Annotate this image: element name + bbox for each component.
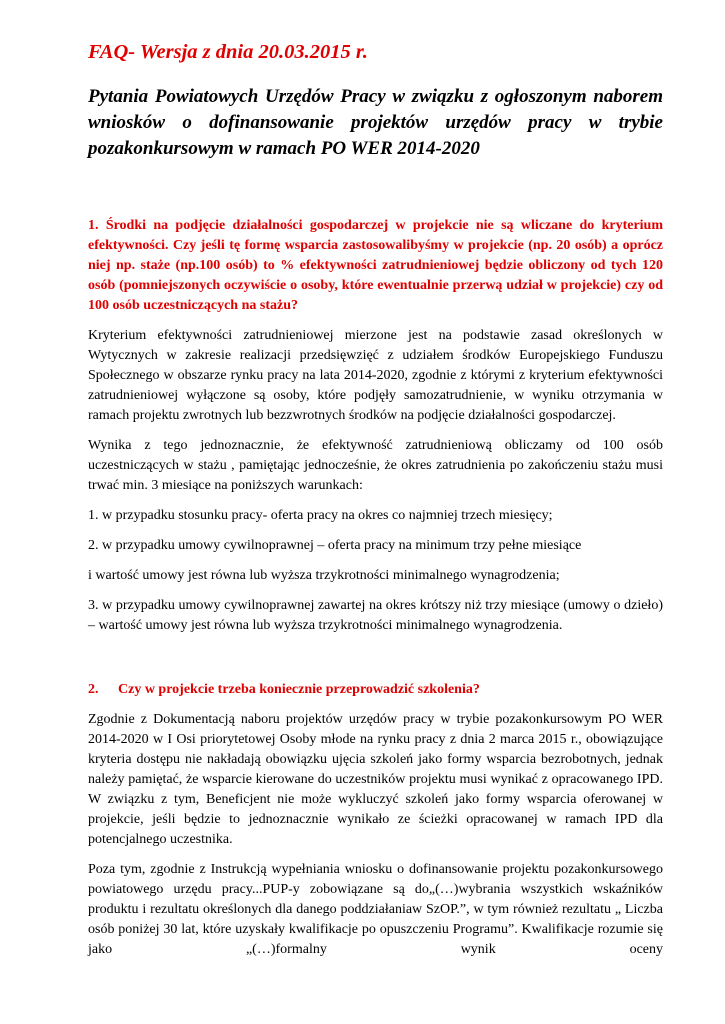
question-1-section — [88, 216, 663, 636]
answer-2-paragraph: Zgodnie z Dokumentacją naboru projektów urzędów pracy w trybie pozakonkursowym PO WER 2014-2020 w I Osi priorytetowej Osoby młode na rynku pracy z dnia 2 marca 2015 r., obowiązujące kryteria dostępu nie nakładają obowiązku ujęcia szkoleń jako formy wsparcia bezrobotnych, jednak należy pamiętać, że wsparcie kierowane do uczestników projektu musi wynikać z opracowanego IPD. W związku z tym, Beneficjent nie może wykluczyć szkoleń jako formy wsparcia oferowanej w projekcie, jeśli będzie to jednoznacznie wynikało ze ścieżki opracowanej w ramach IPD dla potencjalnego uczestnika. — [88, 712, 663, 847]
answer-1-condition: i wartość umowy jest równa lub wyższa trzykrotności minimalnego wynagrodzenia; — [88, 568, 560, 583]
question-2-text: Czy w projekcie trzeba koniecznie przeprowadzić szkolenia? — [118, 682, 480, 697]
question-1-text: Środki na podjęcie działalności gospodarczej w projekcie nie są wliczane do kryterium efektywności. Czy jeśli tę formę wsparcia zastosowalibyśmy w projekcie (np. 20 osób) a oprócz niej np. staże (np.100 osób) to % efektywności zatrudnieniowej będzie obliczony od tych 120 osób (pomniejszonych oczywiście o osoby, które ewentualnie przerwą udział w projekcie) czy od 100 osób uczestniczących na stażu? — [88, 218, 663, 313]
question-1 — [88, 216, 663, 316]
question-2-number: 2. — [88, 682, 99, 697]
question-1-number: 1. — [88, 218, 99, 233]
answer-1-condition: 3. w przypadku umowy cywilnoprawnej zawartej na okres krótszy niż trzy miesiące (umowy o dzieło) – wartość umowy jest równa lub wyższa trzykrotności minimalnego wynagrodzenia. — [88, 598, 663, 633]
answer-1-paragraph: Kryterium efektywności zatrudnieniowej mierzone jest na podstawie zasad określonych w Wytycznych w zakresie realizacji przedsięwzięć z udziałem środków Europejskiego Funduszu Społecznego w obszarze rynku pracy na lata 2014-2020, zgodnie z którymi z kryterium efektywności zatrudnieniowej wyłączone są osoby, które podjęły samozatrudnienie, w wyniku otrzymania w ramach projektu zwrotnych lub bezzwrotnych środków na podjęcie działalności gospodarczej. — [88, 328, 663, 423]
answer-1-condition: 2. w przypadku umowy cywilnoprawnej – oferta pracy na minimum trzy pełne miesiące — [88, 538, 582, 553]
document-subtitle: Pytania Powiatowych Urzędów Pracy w związku z ogłoszonym naborem wniosków o dofinansowanie projektów urzędów pracy w trybie pozakonkursowym w ramach PO WER 2014-2020 — [88, 86, 663, 159]
answer-2-paragraph: Poza tym, zgodnie z Instrukcją wypełniania wniosku o dofinansowanie projektu pozakonkursowego powiatowego urzędu pracy...PUP-y zobowiązane są do„(…)wybrania wszystkich wskaźników produktu i rezultatu określonych dla danego poddziałaniaw SzOP.”, w tym również rezultatu „ Liczba osób poniżej 30 lat, które uzyskały kwalifikacje po opuszczeniu Programu”. Kwalifikacje rozumie się jako „(…)formalny wynik oceny — [88, 862, 663, 957]
answer-1-condition: 1. w przypadku stosunku pracy- oferta pracy na okres co najmniej trzech miesięcy; — [88, 508, 553, 523]
question-2 — [88, 680, 663, 700]
question-2-section — [88, 680, 663, 960]
faq-title: FAQ- Wersja z dnia 20.03.2015 r. — [88, 41, 368, 63]
answer-1-paragraph: Wynika z tego jednoznacznie, że efektywność zatrudnieniową obliczamy od 100 osób uczestniczących w stażu , pamiętając jednocześnie, że okres zatrudnienia po zakończeniu stażu musi trwać min. 3 miesiące na poniższych warunkach: — [88, 438, 663, 493]
